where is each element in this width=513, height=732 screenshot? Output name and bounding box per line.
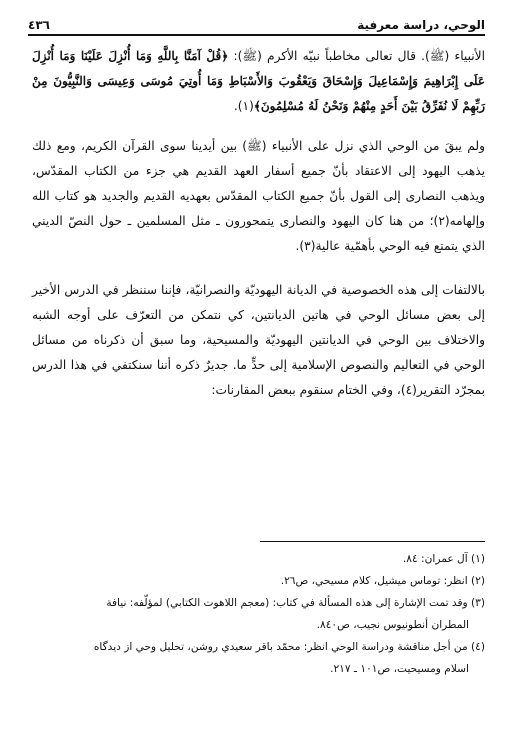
paragraph-2: ولم يبقَ من الوحي الذي نزل على الأنبياء (ﷺ) بين أيدينا سوى القرآن الكريم، ومع ذلك يذهب اليهود إلى الاعتقاد بأنّ جميع أسفار العهد القديم هي جزء من الكتاب المقدّس، ويذهب النصارى إلى القول بأنّ جميع الكتاب المقدّس بعهديه القديم والجديد هو كتاب الله وإلهامه(٢)؛ من هنا كان اليهود والنصارى يتمحورون ـ مثل المسلمين ـ حول النصّ الديني الذي يتمتع فيه الوحي بأهمّية عالية(٣). <box>32 139 485 253</box>
running-title: الوحي، دراسة معرفية <box>357 18 485 32</box>
paragraph-3: بالالتفات إلى هذه الخصوصية في الديانة اليهوديّة والنصرانيّة، فإننا سننظر في الدرس الأخير إلى بعض مسائل الوحي في هاتين الديانتين، كي نتمكن من التعرّف على أوجه الشبه والاختلاف بين الوحي في الديانتين اليهوديّة والمسيحية، وما سبق أن ذكرناه من مسائل الوحي في التعاليم والنصوص الإسلامية إلى حدٍّ ما. جديرٌ ذكره أننا سنكتفي في هذا الدرس بمجرّد التقرير(٤)، وفي الختام سنقوم ببعض المقارنات: <box>32 283 485 397</box>
footnote-3-continuation: المطران أنطونيوس نجيب، ص٨٤٠. <box>316 619 469 631</box>
footnote-3-text: (٣) وقد تمت الإشارة إلى هذه المسألة في كتاب: (معجم اللاهوت الكتابي) لمؤلّفه: نيافة <box>106 597 485 609</box>
main-text <box>32 44 485 402</box>
footnote-4-continuation: اسلام ومسيحيت، ص١٠١ ـ ٢١٧. <box>330 663 469 675</box>
header-rule <box>28 34 485 36</box>
paragraph-1-note-ref: (١). <box>233 98 254 113</box>
quran-verse: ﴿قُلْ آمَنَّا بِاللَّهِ وَمَا أُنْزِلَ عَلَيْنَا وَمَا أُنْزِلَ عَلَى إِبْرَاهِيمَ وَإِسْمَاعِيلَ وَإِسْحَاقَ وَيَعْقُوبَ وَالأَسْبَاطِ وَمَا أُوتِيَ مُوسَى وَعِيسَى وَالنَّبِيُّونَ مِنْ رَبِّهِمْ لَا نُفَرِّقُ بَيْنَ أَحَدٍ مِنْهُمْ وَنَحْنُ لَهُ مُسْلِمُونَ﴾ <box>32 49 485 113</box>
footnote-rule <box>260 541 485 542</box>
paragraph-1 <box>32 44 485 118</box>
footnote-2: (٢) انظر: توماس ميشيل، كلام مسيحي، ص٢٦. <box>280 575 485 587</box>
footnote-4-text: (٤) من أجل مناقشة ودراسة الوحي انظر: محمّد باقر سعيدي روشن، تحليل وحي از ديدگاه <box>93 641 485 653</box>
running-header <box>28 10 485 32</box>
paragraph-1-lead: الأنبياء (ﷺ). قال تعالى مخاطباً نبيّه الأكرم (ﷺ): <box>228 49 486 63</box>
page-number: ٤٣٦ <box>28 18 50 32</box>
footnote-1: (١) آل عمران: ٨٤. <box>402 553 485 565</box>
footnotes <box>32 548 485 680</box>
footnote-4 <box>32 636 485 680</box>
footnote-3 <box>32 592 485 636</box>
